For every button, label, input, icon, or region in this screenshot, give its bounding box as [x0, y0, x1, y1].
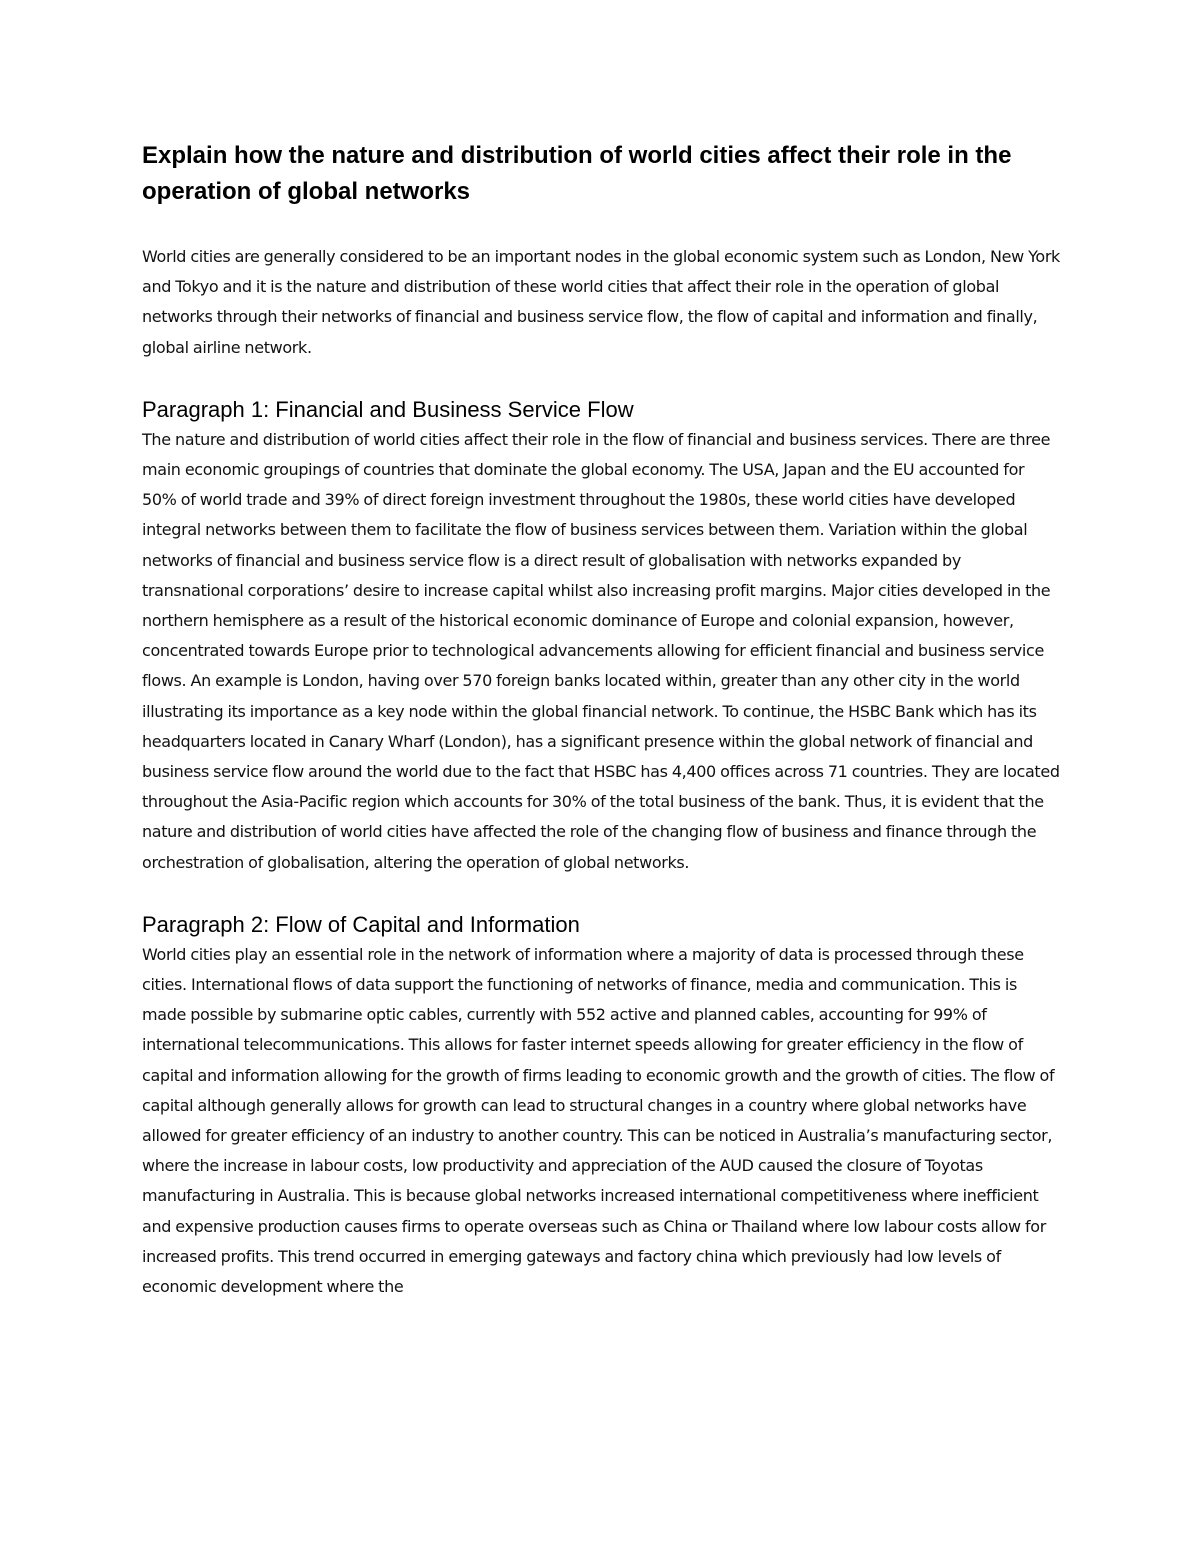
section-body-2: World cities play an essential role in the network of information where a majority of data is processed through these cities. International flows of data support the functioning of networks of finance, media and communication. This is made possible by submarine optic cables, currently with 552 active and planned cables, accounting for 99% of international telecommunications. This allows for faster internet speeds allowing for greater efficiency in the flow of capital and information allowing for the growth of firms leading to economic growth and the growth of cities. The flow of capital although generally allows for growth can lead to structural changes in a country where global networks have allowed for greater efficiency of an industry to another country. This can be noticed in Australia’s manufacturing sector, where the increase in labour costs, low productivity and appreciation of the AUD caused the closure of Toyotas manufacturing in Australia. This is because global networks increased international competitiveness where inefficient and expensive production causes firms to operate overseas such as China or Thailand where low labour costs allow for increased profits. This trend occurred in emerging gateways and factory china which previously had low levels of economic development where the — [142, 944, 1055, 1297]
document-content — [142, 138, 1062, 1302]
section-heading-1: Paragraph 1: Financial and Business Service Flow — [142, 396, 634, 422]
section-body-1: The nature and distribution of world cities affect their role in the flow of financial and business services. There are three main economic groupings of countries that dominate the global economy. The USA, Japan and the EU accounted for 50% of world trade and 39% of direct foreign investment throughout the 1980s, these world cities have developed integral networks between them to facilitate the flow of business services between them. Variation within the global networks of financial and business service flow is a direct result of globalisation with networks expanded by transnational corporations’ desire to increase capital whilst also increasing profit margins. Major cities developed in the northern hemisphere as a result of the historical economic dominance of Europe and colonial expansion, however, concentrated towards Europe prior to technological advancements allowing for efficient financial and business service flows. An example is London, having over 570 foreign banks located within, greater than any other city in the world illustrating its importance as a key node within the global financial network. To continue, the HSBC Bank which has its headquarters located in Canary Wharf (London), has a significant presence within the global network of financial and business service flow around the world due to the fact that HSBC has 4,400 offices across 71 countries. They are located throughout the Asia-Pacific region which accounts for 30% of the total business of the bank. Thus, it is evident that the nature and distribution of world cities have affected the role of the changing flow of business and finance through the orchestration of globalisation, altering the operation of global networks. — [142, 429, 1060, 872]
intro-paragraph: World cities are generally considered to be an important nodes in the global economic system such as London, New York and Tokyo and it is the nature and distribution of these world cities that affect their role in the operation of global networks through their networks of financial and business service flow, the flow of capital and information and finally, global airline network. — [142, 247, 1060, 357]
document-title: Explain how the nature and distribution of world cities affect their role in the operation of global networks — [142, 142, 1012, 205]
section-heading-2: Paragraph 2: Flow of Capital and Information — [142, 911, 580, 937]
